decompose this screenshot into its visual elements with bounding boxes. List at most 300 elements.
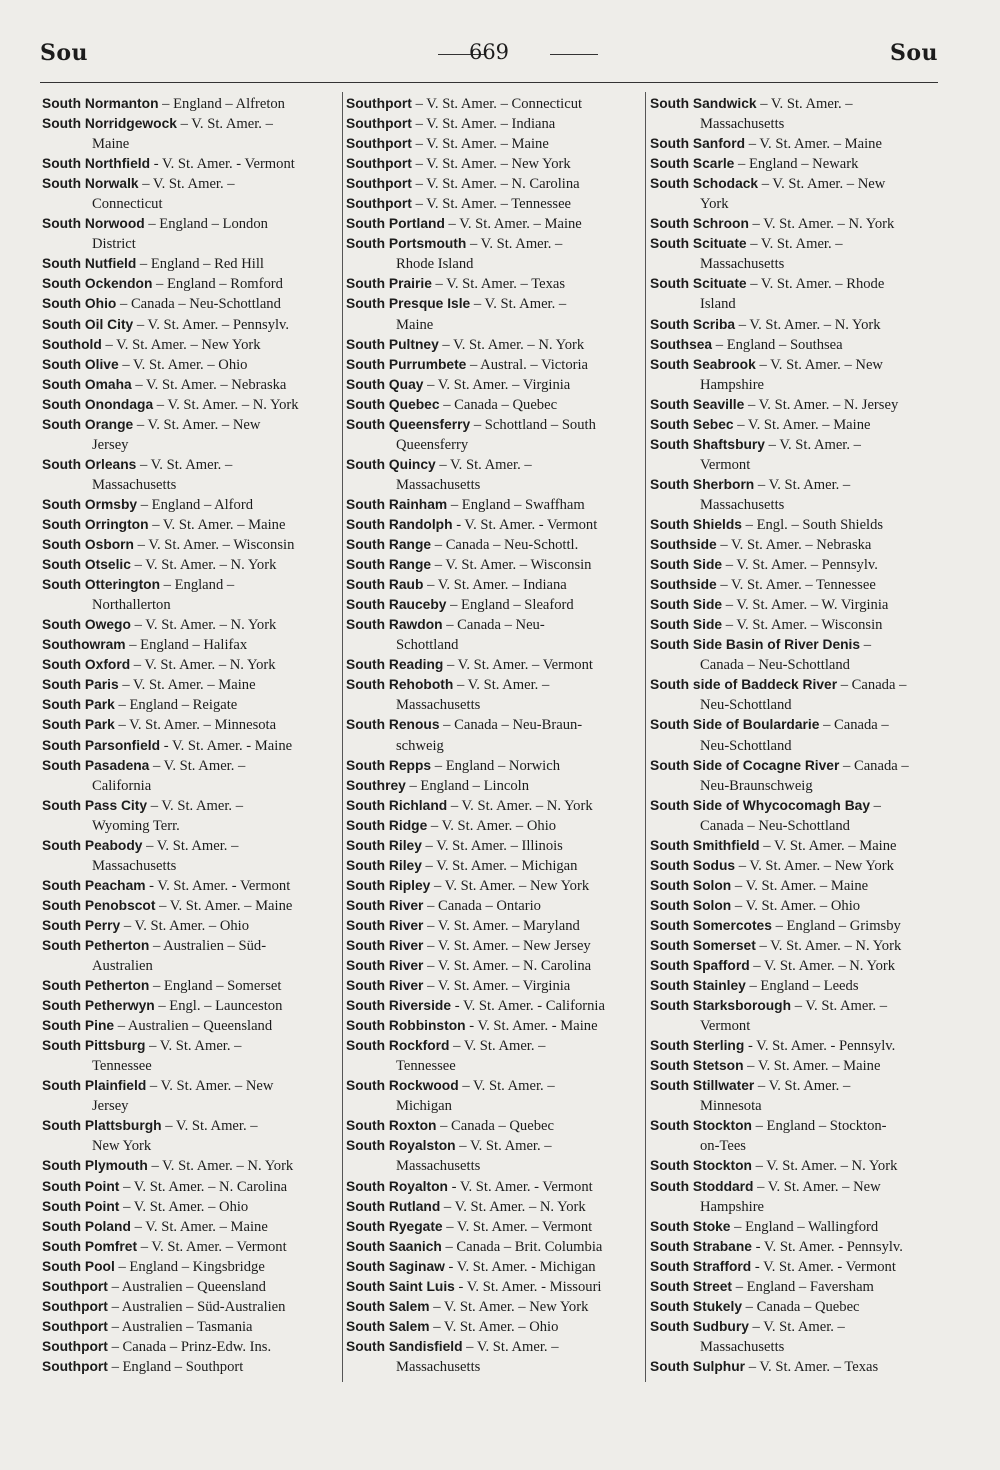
column-divider — [342, 92, 343, 1382]
entry — [42, 615, 337, 635]
entry-location: – V. St. Amer. – Maine — [159, 897, 293, 914]
entry-location: – Canada – Neu-Schottland — [120, 296, 281, 313]
entry-location: – Australien – Süd- — [152, 937, 267, 954]
entry-name: South Robbinston — [346, 1018, 466, 1034]
entry-name: South Somerset — [650, 937, 756, 953]
entry-location-continued: Massachusetts — [396, 476, 481, 493]
entry — [650, 856, 950, 876]
entry — [346, 956, 641, 976]
entry — [346, 1116, 641, 1136]
entry-name: South Onondaga — [42, 396, 154, 412]
entry — [346, 455, 641, 495]
entry-location: – V. St. Amer. – — [462, 1078, 555, 1095]
entry-location: – — [863, 637, 872, 654]
entry — [650, 315, 950, 335]
entry — [346, 355, 641, 375]
entry-location: – V. St. Amer. – — [459, 1138, 552, 1155]
entry-location: – V. St. Amer. – — [149, 1038, 242, 1055]
entry-name: South Nutfield — [42, 256, 137, 272]
entry — [346, 816, 641, 836]
entry-name: South Rehoboth — [346, 677, 454, 693]
entry-location: – V. St. Amer. – Pennsylv. — [136, 316, 290, 333]
header-dash-right — [550, 54, 598, 55]
entry-name: South Quebec — [346, 396, 440, 412]
entry-name: South Omaha — [42, 376, 132, 392]
entry-name: South Saint Luis — [346, 1278, 455, 1294]
entry — [42, 675, 337, 695]
entry-name: South Richland — [346, 797, 448, 813]
entry-name: South Ockendon — [42, 276, 153, 292]
entry-name: South Riley — [346, 857, 422, 873]
entry — [346, 595, 641, 615]
entry — [42, 1036, 337, 1076]
entry — [346, 555, 641, 575]
entry-location: – England – Stockton- — [755, 1118, 887, 1135]
entry — [346, 916, 641, 936]
entry — [650, 174, 950, 214]
entry — [346, 776, 641, 796]
entry — [42, 1177, 337, 1197]
entry-location: – V. St. Amer. – Nebraska — [720, 537, 872, 554]
entry-location-continued: Maine — [396, 316, 434, 333]
entry-location: – England – Reigate — [118, 697, 238, 714]
entry-location: - V. St. Amer. - Maine — [163, 737, 293, 754]
entry — [42, 1317, 337, 1337]
entry-name: South Salem — [346, 1298, 430, 1314]
entry — [42, 1156, 337, 1176]
entry-location: – V. St. Amer. – Virginia — [427, 978, 571, 995]
entry — [346, 756, 641, 776]
entry — [346, 996, 641, 1016]
entry-location: – V. St. Amer. – — [180, 116, 273, 133]
entry-location: – V. St. Amer. – New Jersey — [427, 937, 591, 954]
entry — [346, 114, 641, 134]
entry-name: South Petherwyn — [42, 998, 155, 1014]
entry-name: South Rauceby — [346, 597, 447, 613]
entry — [650, 134, 950, 154]
entry-location: - V. St. Amer. - Missouri — [458, 1278, 602, 1295]
entry-location: – Canada – Brit. Columbia — [445, 1238, 603, 1255]
entry-name: South Range — [346, 557, 432, 573]
entry — [650, 435, 950, 475]
entry-name: South Rainham — [346, 496, 448, 512]
entry — [42, 1016, 337, 1036]
entry-name: South Pass City — [42, 797, 148, 813]
entry-location: – V. St. Amer. – New — [757, 1178, 881, 1195]
entry-location: – V. St. Amer. – Ohio — [123, 1198, 249, 1215]
entry-name: South Scituate — [650, 236, 747, 252]
entry-location: – V. St. Amer. – Ohio — [734, 897, 861, 914]
entry-location: – V. St. Amer. – New — [759, 356, 883, 373]
entry-location: - V. St. Amer. - Michigan — [448, 1258, 596, 1275]
entry — [346, 335, 641, 355]
entry — [650, 615, 950, 635]
entry-name: South Rawdon — [346, 617, 443, 633]
entry-location-continued: Canada – Neu-Schottland — [700, 657, 850, 674]
entry-name: South Pasadena — [42, 757, 150, 773]
entry-location-continued: Hampshire — [700, 1198, 765, 1215]
entry-location: – Schottland – South — [473, 416, 596, 433]
entry-location: – V. St. Amer. – N. Carolina — [415, 176, 580, 193]
entry-location: - V. St. Amer. - Pennsylv. — [755, 1238, 903, 1255]
entry-name: South Plainfield — [42, 1078, 147, 1094]
entry-name: South Prairie — [346, 276, 432, 292]
entry — [42, 515, 337, 535]
entry-name: South Sherborn — [650, 476, 755, 492]
entry — [346, 375, 641, 395]
entry-name: South Pool — [42, 1258, 115, 1274]
entry-location: – V. St. Amer. – New — [136, 416, 261, 433]
entry-location: – V. St. Amer. – Rhode — [750, 276, 885, 293]
header-rule — [40, 82, 938, 83]
entry-location: - V. St. Amer. - Vermont — [456, 516, 598, 533]
entry-location: – V. St. Amer. – Maine — [747, 1058, 881, 1075]
entry-name: South Plymouth — [42, 1158, 148, 1174]
entry-location-continued: Northallerton — [92, 597, 171, 614]
entry-location: – V. St. Amer. – N. York — [752, 216, 895, 233]
entry-location-continued: Tennessee — [396, 1058, 456, 1075]
entry-name: South Petherton — [42, 978, 150, 994]
column-3 — [650, 94, 950, 1377]
entry-location: – V. St. Amer. – New York — [433, 877, 590, 894]
entry-location: – V. St. Amer. – New York — [105, 336, 261, 353]
entry — [42, 1337, 337, 1357]
entry-location: – Austral. – Victoria — [470, 356, 589, 373]
entry — [42, 555, 337, 575]
entry-location-continued: Tennessee — [92, 1058, 152, 1075]
entry-location: – England – Swaffham — [450, 496, 585, 513]
entry-location: – V. St. Amer. – New York — [433, 1298, 589, 1315]
entry-location: – V. St. Amer. – — [165, 1118, 258, 1135]
entry-location: – V. St. Amer. – — [760, 96, 853, 112]
entry — [650, 1156, 950, 1176]
entry-name: South Side — [650, 597, 723, 613]
entry-name: South Parsonfield — [42, 737, 161, 753]
page-header — [40, 38, 938, 72]
entry-location-continued: Massachusetts — [92, 476, 177, 493]
entry — [650, 395, 950, 415]
entry — [650, 415, 950, 435]
entry — [650, 154, 950, 174]
entry-location: – V. St. Amer. – N. York — [134, 557, 277, 574]
entry-name: South Side — [650, 617, 723, 633]
entry — [650, 94, 950, 134]
entry-name: Southsea — [650, 336, 713, 352]
entry-location-continued: on-Tees — [700, 1138, 746, 1155]
entry — [42, 335, 337, 355]
entry-location: – Canada – — [823, 717, 889, 734]
entry — [346, 1337, 641, 1377]
entry-name: South Scriba — [650, 316, 736, 332]
page-number: 669 — [468, 40, 510, 64]
entry-name: South Solon — [650, 897, 732, 913]
entry-name: South Roxton — [346, 1118, 437, 1134]
entry-name: South Sodus — [650, 857, 736, 873]
entry-name: South Park — [42, 717, 115, 733]
entry-location-continued: New York — [92, 1138, 152, 1155]
entry-name: Southport — [42, 1278, 108, 1294]
entry-name: South Norwalk — [42, 176, 139, 192]
entry — [346, 1217, 641, 1237]
entry-location-continued: Schottland — [396, 637, 459, 654]
entry-name: South Rutland — [346, 1198, 441, 1214]
entry-location-continued: York — [700, 196, 729, 213]
entry — [42, 1217, 337, 1237]
entry-name: South Side of Cocagne River — [650, 757, 840, 773]
entry-name: South Seaville — [650, 396, 745, 412]
entry-location: – England – Romford — [156, 276, 283, 293]
entry-name: Southport — [42, 1358, 108, 1374]
entry — [42, 796, 337, 836]
entry-location-continued: Massachusetts — [700, 496, 785, 513]
entry-name: South Spafford — [650, 958, 750, 974]
entry-name: South Street — [650, 1278, 733, 1294]
entry-location: – V. St. Amer. – Vermont — [447, 657, 593, 674]
entry-name: Southport — [346, 156, 412, 172]
entry-location: – V. St. Amer. – N. York — [443, 1198, 586, 1215]
entry-name: South Northfield — [42, 156, 151, 172]
entry — [42, 214, 337, 254]
entry-location-continued: Connecticut — [92, 196, 163, 213]
entry — [650, 836, 950, 856]
header-right-guideword: Sou — [889, 40, 938, 66]
entry — [346, 1257, 641, 1277]
entry — [42, 1237, 337, 1257]
entry-name: South Normanton — [42, 96, 159, 111]
entry-location: – V. St. Amer. – N. Carolina — [427, 958, 592, 975]
entry — [42, 294, 337, 314]
entry-name: South Scarle — [650, 156, 735, 172]
entry-location-continued: Massachusetts — [700, 116, 785, 133]
entry — [42, 896, 337, 916]
entry — [42, 495, 337, 515]
entry-location-continued: Jersey — [92, 1098, 129, 1115]
entry-name: South Norridgewock — [42, 116, 177, 132]
entry-location-continued: Island — [700, 296, 736, 313]
entry-location-continued: Michigan — [396, 1098, 452, 1115]
entry-name: South Queensferry — [346, 416, 471, 432]
entry — [346, 94, 641, 114]
entry-location: – V. St. Amer. – — [757, 476, 851, 493]
entry — [346, 715, 641, 755]
entry-location: – V. St. Amer. – — [757, 1078, 851, 1095]
entry-location-continued: Massachusetts — [396, 1158, 481, 1175]
entry-location: – V. St. Amer. – N. York — [450, 797, 593, 814]
entry — [346, 535, 641, 555]
entry-location: – V. St. Amer. – Pennsylv. — [725, 557, 878, 574]
entry-location: – V. St. Amer. – N. York — [755, 1158, 898, 1175]
entry-location: – V. St. Amer. – Maine — [734, 877, 869, 894]
entry-name: Southport — [42, 1298, 108, 1314]
entry — [42, 274, 337, 294]
entry-location: – V. St. Amer. – — [139, 456, 233, 473]
entry — [42, 114, 337, 154]
entry-location-continued: Vermont — [700, 1018, 751, 1035]
entry-name: South Poland — [42, 1218, 131, 1234]
entry — [42, 996, 337, 1016]
entry-location: – V. St. Amer. – Texas — [748, 1358, 879, 1375]
entry-location: – Canada – Quebec — [443, 396, 558, 413]
entry-name: South Otselic — [42, 557, 131, 573]
entry — [346, 976, 641, 996]
entry-name: South Side — [650, 557, 723, 573]
entry-name: South Smithfield — [650, 837, 760, 853]
entry-name: South Sebec — [650, 416, 734, 432]
entry — [42, 876, 337, 896]
entry-name: South Peacham — [42, 877, 146, 893]
entry-name: South Purrumbete — [346, 356, 467, 372]
entry — [346, 1317, 641, 1337]
entry-name: South Quincy — [346, 456, 436, 472]
entry — [346, 1016, 641, 1036]
entry-name: South Shaftsbury — [650, 436, 765, 452]
entry-location: – V. St. Amer. – Wisconsin — [725, 617, 883, 634]
entry-name: South Paris — [42, 677, 119, 693]
entry-name: South Stockton — [650, 1158, 752, 1174]
entry-location: – V. St. Amer. – — [439, 456, 532, 473]
entry-name: South Raub — [346, 577, 424, 593]
entry-location-continued: schweig — [396, 737, 444, 754]
entry — [650, 1237, 950, 1257]
entry — [650, 756, 950, 796]
entry-name: South Scituate — [650, 276, 747, 292]
entry — [346, 836, 641, 856]
entry-name: Southport — [42, 1338, 108, 1354]
entry — [42, 1076, 337, 1116]
entry-location-continued: Neu-Braunschweig — [700, 777, 813, 794]
entry-location: – V. St. Amer. – — [768, 436, 861, 453]
entry-name: South Stoddard — [650, 1178, 754, 1194]
entry-location: – England – London — [148, 216, 268, 233]
entry — [42, 1116, 337, 1156]
entry-location: – England – Sleaford — [450, 597, 574, 614]
entry-name: South Riley — [346, 837, 422, 853]
entry-name: South Sanford — [650, 136, 746, 152]
entry-location: – Canada – Prinz-Edw. Ins. — [111, 1338, 272, 1355]
entry-location: - V. St. Amer. - Pennsylv. — [747, 1038, 896, 1055]
entry — [650, 1036, 950, 1056]
entry-location-continued: Queensferry — [396, 436, 469, 453]
entry-location: – V. St. Amer. – Maine — [152, 516, 286, 533]
entry — [42, 575, 337, 615]
entry — [650, 274, 950, 314]
entry-location: – V. St. Amer. – N. York — [151, 1158, 294, 1175]
entry — [42, 315, 337, 335]
entry-location: – England – Alford — [140, 496, 253, 513]
entry-name: Southside — [650, 537, 717, 553]
entry-location: – England – Kingsbridge — [118, 1258, 265, 1275]
entry-name: South Pittsburg — [42, 1038, 146, 1054]
entry-location: - V. St. Amer. - Vermont — [754, 1258, 896, 1275]
entry-location: – V. St. Amer. – — [469, 236, 563, 253]
entry-name: South Ohio — [42, 296, 117, 312]
entry — [42, 375, 337, 395]
entry-location: – V. St. Amer. – Ohio — [430, 817, 557, 834]
entry-name: South Plattsburgh — [42, 1118, 162, 1134]
entry-location: – Canada – Quebec — [745, 1298, 860, 1315]
entry-name: South Peabody — [42, 837, 143, 853]
entry — [42, 1197, 337, 1217]
entry-location: – V. St. Amer. – — [142, 176, 235, 193]
entry-name: South Osborn — [42, 537, 134, 553]
entry — [346, 214, 641, 234]
entry — [346, 1177, 641, 1197]
entry-location: - V. St. Amer. - Vermont — [149, 877, 291, 894]
entry — [650, 535, 950, 555]
entry-location: – V. St. Amer. – New — [761, 176, 886, 193]
entry-name: Southport — [346, 136, 412, 152]
entry-name: South Somercotes — [650, 917, 772, 933]
entry — [42, 1357, 337, 1377]
entry-name: Southport — [346, 196, 412, 212]
entry-location: - V. St. Amer. - Vermont — [153, 156, 295, 173]
entry — [650, 1177, 950, 1217]
entry-name: South Seabrook — [650, 356, 756, 372]
entry-name: South Sulphur — [650, 1358, 746, 1374]
entry-location: – V. St. Amer. – — [146, 837, 239, 854]
entry-location: – England – Leeds — [749, 978, 859, 995]
entry — [42, 836, 337, 876]
entry — [346, 1036, 641, 1076]
entry — [346, 234, 641, 274]
entry — [650, 1217, 950, 1237]
entry-location: – V. St. Amer. – Maine — [748, 136, 882, 153]
entry-location: – England – Red Hill — [139, 256, 264, 273]
entry-location: – V. St. Amer. – N. Carolina — [123, 1178, 288, 1195]
entry-location-continued: Massachusetts — [700, 1338, 785, 1355]
entry-name: Southport — [346, 96, 412, 111]
entry-location: – England – Somerset — [152, 978, 282, 995]
entry — [346, 575, 641, 595]
entry-location: – V. St. Amer. – Maine — [122, 677, 256, 694]
entry — [650, 936, 950, 956]
entry — [42, 936, 337, 976]
entry-name: South Strabane — [650, 1238, 752, 1254]
entry — [650, 996, 950, 1036]
entry — [650, 555, 950, 575]
entry-name: South Sandisfield — [346, 1338, 463, 1354]
column-1 — [42, 94, 337, 1377]
entry-name: South Perry — [42, 917, 121, 933]
entry — [42, 535, 337, 555]
entry-location-continued: Massachusetts — [396, 1358, 481, 1375]
entry-name: South Orrington — [42, 516, 149, 532]
entry-location-continued: California — [92, 777, 152, 794]
entry — [650, 355, 950, 395]
entry-location: - V. St. Amer. - Maine — [469, 1018, 598, 1035]
entry-location: – V. St. Amer. – — [794, 998, 888, 1015]
entry-name: South River — [346, 897, 424, 913]
entry-name: Southport — [42, 1318, 108, 1334]
entry-name: Southold — [42, 336, 102, 352]
entry — [42, 736, 337, 756]
entry-location-continued: Massachusetts — [700, 256, 785, 273]
entry-name: South Solon — [650, 877, 732, 893]
entry-location: – V. St. Amer. – Tennessee — [720, 577, 876, 594]
entry-name: South Salem — [346, 1318, 430, 1334]
entry-location-continued: District — [92, 236, 136, 253]
entry-name: South Portland — [346, 216, 445, 232]
entry — [346, 1237, 641, 1257]
entry — [650, 1056, 950, 1076]
entry-location-continued: Jersey — [92, 436, 129, 453]
entry-location: – V. St. Amer. – — [752, 1318, 845, 1335]
entry-name: South Ryegate — [346, 1218, 443, 1234]
entry-name: South Side of Boulardarie — [650, 717, 820, 733]
entry-location: – V. St. Amer. – N. York — [442, 336, 585, 353]
entry-name: South Quay — [346, 376, 424, 392]
entry-location: – V. St. Amer. – Wisconsin — [434, 557, 592, 574]
